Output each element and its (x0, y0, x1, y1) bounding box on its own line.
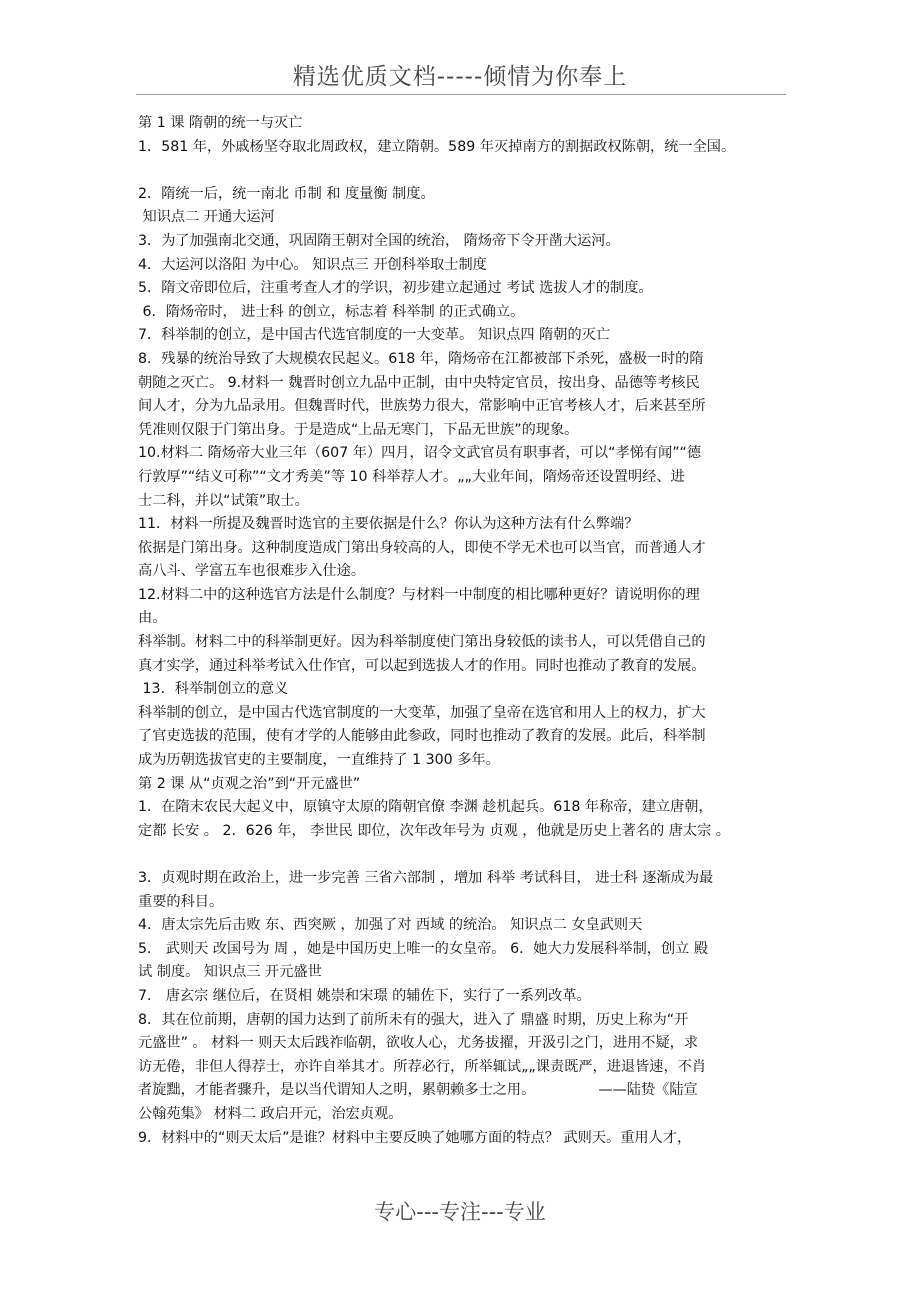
text-line: 11．材料一所提及魏晋时选官的主要依据是什么？你认为这种方法有什么弊端？ (138, 516, 639, 533)
text-line: 高八斗、学富五车也很难步入仕途。 (138, 563, 366, 580)
text-line: 5． 武则天 改国号为 周 ，她是中国历史上唯一的女皇帝。 6．她大力发展科举制，创立 殿 (138, 940, 709, 957)
text-line: 科举制的创立，是中国古代选官制度的一大变革，加强了皇帝在选官和用人上的权力，扩大 (138, 704, 706, 721)
text-line: 6．隋炀帝时， 进士科 的创立，标志着 科举制 的正式确立。 (138, 303, 525, 320)
text-line: 科举制。材料二中的科举制更好。因为科举制度使门第出身较低的读书人，可以凭借自己的 (138, 634, 706, 651)
text-line: 了官吏选拔的范围，使有才学的人能够由此参政，同时也推动了教育的发展。此后，科举制 (138, 728, 706, 745)
text-line: 公翰苑集》 材料二 政启开元，治宏贞观。 (138, 1105, 403, 1122)
text-line: 士二科，并以“试策”取士。 (138, 492, 309, 509)
text-line: 7．科举制的创立，是中国古代选官制度的一大变革。 知识点四 隋朝的灭亡 (138, 327, 611, 344)
text-line: 13．科举制创立的意义 (138, 681, 289, 698)
text-line: 3．贞观时期在政治上，进一步完善 三省六部制 ，增加 科举 考试科目， 进士科 逐渐成为最 (138, 870, 714, 886)
header-divider (136, 94, 786, 95)
text-line: 8．其在位前期，唐朝的国力达到了前所未有的强大，进入了 鼎盛 时期，历史上称为“开 (138, 1011, 689, 1028)
text-line: 第 1 课 隋朝的统一与灭亡 (138, 115, 303, 131)
text-line: 4．大运河以洛阳 为中心。 知识点三 开创科举取士制度 (138, 256, 487, 273)
text-line: 知识点二 开通大运河 (138, 209, 275, 226)
text-line: 者旋黜，才能者骤升，是以当代谓知人之明，累朝赖多士之用。 ——陆贽《陆宣 (138, 1082, 698, 1099)
text-line: 3．为了加强南北交通，巩固隋王朝对全国的统治， 隋炀帝下令开凿大运河。 (138, 232, 620, 249)
text-line: 1．在隋末农民大起义中，原镇守太原的隋朝官僚 李渊 趁机起兵。618 年称帝，建立唐朝， (138, 799, 713, 816)
text-line: 9．材料中的“则天太后”是谁？材料中主要反映了她哪方面的特点？ 武则天。重用人才， (138, 1129, 692, 1146)
blank-line (138, 843, 788, 867)
text-line: 10.材料二 隋炀帝大业三年（607 年）四月，诏令文武官员有职事者，可以“孝悌有闻”“德 (138, 445, 702, 462)
page-footer: 专心---专注---专业 (374, 1200, 546, 1224)
blank-line (138, 159, 788, 183)
text-line: 元盛世” 。 材料一 则天太后践祚临朝，欲收人心，尤务拔擢，开汲引之门，进用不疑，求 (138, 1035, 699, 1052)
text-line: 5．隋文帝即位后，注重考查人才的学识，初步建立起通过 考试 选拔人才的制度。 (138, 280, 653, 297)
page-header: 精选优质文档-----倾情为你奉上 (292, 64, 628, 90)
text-line: 真才实学，通过科举考试入仕作官，可以起到选拔人才的作用。同时也推动了教育的发展。 (138, 657, 706, 674)
text-line: 间人才，分为九品录用。但魏晋时代，世族势力很大，常影响中正官考核人才，后来甚至所 (138, 398, 706, 415)
text-line: 访无倦，非但人得荐士，亦许自举其才。所荐必行，所举辄试„„课责既严，进退皆速，不肖 (138, 1058, 707, 1075)
text-line: 第 2 课 从“贞观之治”到“开元盛世” (138, 775, 361, 792)
text-line: 朝随之灭亡。 9.材料一 魏晋时创立九品中正制，由中央特定官员，按出身、品德等考核民 (138, 374, 700, 391)
text-line: 12.材料二中的这种选官方法是什么制度？与材料一中制度的相比哪种更好？请说明你的理 (138, 586, 700, 603)
text-line: 依据是门第出身。这种制度造成门第出身较高的人，即使不学无术也可以当官，而普通人才 (138, 539, 706, 556)
text-line: 8．残暴的统治导致了大规模农民起义。618 年，隋炀帝在江都被部下杀死，盛极一时的隋 (138, 350, 704, 367)
text-line: 成为历朝选拔官吏的主要制度，一直维持了 1 300 多年。 (138, 752, 500, 769)
text-line: 凭准则仅限于门第出身。于是造成“上品无寒门，下品无世族”的现象。 (138, 421, 579, 438)
text-line: 2．隋统一后，统一南北 币制 和 度量衡 制度。 (138, 185, 435, 202)
document-body (138, 112, 788, 1150)
text-line: 试 制度。 知识点三 开元盛世 (138, 964, 322, 981)
text-line: 由。 (138, 610, 167, 627)
text-line: 1．581 年，外戚杨坚夺取北周政权，建立隋朝。589 年灭掉南方的割据政权陈朝，统一全国。 (138, 138, 736, 155)
text-line: 7． 唐玄宗 继位后，在贤相 姚崇和宋璟 的辅佐下，实行了一系列改革。 (138, 987, 591, 1004)
text-line: 4．唐太宗先后击败 东、西突厥 ，加强了对 西域 的统治。 知识点二 女皇武则天 (138, 917, 643, 934)
text-line: 行敦厚”“结义可称”“文才秀美”等 10 科举荐人才。„„大业年间，隋炀帝还设置明经、进 (138, 468, 685, 485)
text-line: 定都 长安 。 2．626 年， 李世民 即位，次年改年号为 贞观 ，他就是历史上著名的 唐太宗 。 (138, 822, 730, 839)
text-line: 重要的科目。 (138, 893, 224, 910)
